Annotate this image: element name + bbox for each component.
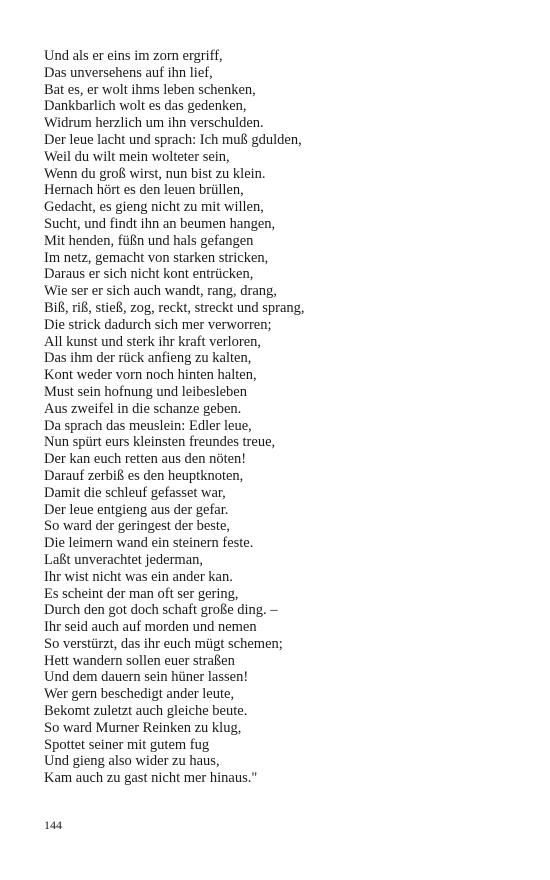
poem-line: Und gieng also wider zu haus, bbox=[44, 753, 220, 770]
poem-line: Und als er eins im zorn ergriff, bbox=[44, 48, 223, 64]
poem-line: Im netz, gemacht von starken stricken, bbox=[44, 249, 269, 266]
poem-line: So ward der geringest der beste, bbox=[44, 518, 231, 535]
poem-line: Ihr wist nicht was ein ander kan. bbox=[44, 568, 233, 585]
poem-line: Darauf zerbiß es den heuptknoten, bbox=[44, 467, 244, 484]
poem-line: Weil du wilt mein wolteter sein, bbox=[44, 148, 230, 165]
poem-text bbox=[44, 48, 524, 787]
poem-line: All kunst und sterk ihr kraft verloren, bbox=[44, 333, 262, 350]
poem-line: Kam auch zu gast nicht mer hinaus." bbox=[44, 770, 258, 787]
poem-line: Hernach hört es den leuen brüllen, bbox=[44, 182, 244, 199]
poem-line: Hett wandern sollen euer straßen bbox=[44, 652, 235, 669]
poem-line: Das ihm der rück anfieng zu kalten, bbox=[44, 350, 252, 367]
poem-line: Wie ser er sich auch wandt, rang, drang, bbox=[44, 283, 277, 300]
poem-line: Der leue entgieng aus der gefar. bbox=[44, 501, 229, 518]
poem-line: Das unversehens auf ihn lief, bbox=[44, 64, 213, 81]
poem-line: Bekomt zuletzt auch gleiche beute. bbox=[44, 703, 248, 720]
poem-line: Nun spürt eurs kleinsten freundes treue, bbox=[44, 434, 276, 451]
poem-line: Da sprach das meuslein: Edler leue, bbox=[44, 417, 252, 434]
poem-line: Kont weder vorn noch hinten halten, bbox=[44, 367, 257, 384]
poem-line: Und dem dauern sein hüner lassen! bbox=[44, 669, 249, 686]
poem-line: Biß, riß, stieß, zog, reckt, streckt und sprang, bbox=[44, 299, 305, 316]
poem-line: Mit henden, füßn und hals gefangen bbox=[44, 232, 254, 249]
page-number: 144 bbox=[44, 818, 62, 832]
poem-line: Wer gern beschedigt ander leute, bbox=[44, 686, 235, 703]
poem-line: Widrum herzlich um ihn verschulden. bbox=[44, 115, 264, 132]
poem-line: Laßt unverachtet jederman, bbox=[44, 551, 204, 568]
poem-line: Daraus er sich nicht kont entrücken, bbox=[44, 266, 254, 283]
poem-line: Durch den got doch schaft große ding. – bbox=[44, 602, 278, 619]
poem-line: Aus zweifel in die schanze geben. bbox=[44, 400, 242, 417]
poem-line: Gedacht, es gieng nicht zu mit willen, bbox=[44, 199, 264, 216]
poem-line: Der kan euch retten aus den nöten! bbox=[44, 451, 247, 468]
poem-line: So ward Murner Reinken zu klug, bbox=[44, 719, 242, 736]
poem-line: Die strick dadurch sich mer verworren; bbox=[44, 316, 272, 333]
poem-line: Damit die schleuf gefasset war, bbox=[44, 484, 226, 501]
poem-line: Must sein hofnung und leibesleben bbox=[44, 383, 247, 400]
poem-line: Die leimern wand ein steinern feste. bbox=[44, 535, 254, 552]
poem-line: Bat es, er wolt ihms leben schenken, bbox=[44, 81, 256, 98]
poem-line: Spottet seiner mit gutem fug bbox=[44, 736, 210, 753]
poem-line: Sucht, und findt ihn an beumen hangen, bbox=[44, 215, 276, 232]
poem-line: So verstürzt, das ihr euch mügt schemen; bbox=[44, 635, 283, 652]
poem-line: Ihr seid auch auf morden und nemen bbox=[44, 619, 257, 636]
poem-line: Der leue lacht und sprach: Ich muß gdulden, bbox=[44, 131, 302, 148]
poem-line: Dankbarlich wolt es das gedenken, bbox=[44, 98, 247, 115]
poem-line: Wenn du groß wirst, nun bist zu klein. bbox=[44, 165, 266, 182]
poem-line: Es scheint der man oft ser gering, bbox=[44, 585, 239, 602]
